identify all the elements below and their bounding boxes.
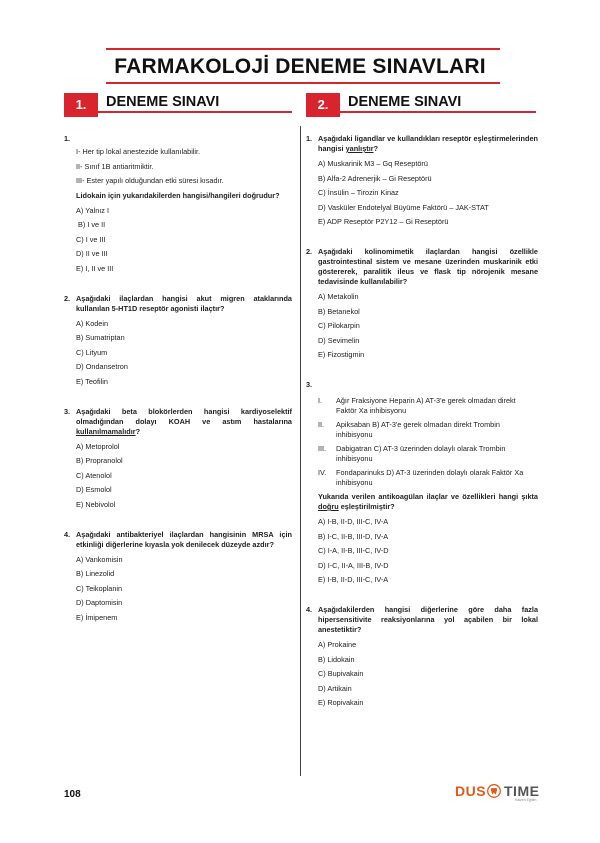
question [306, 605, 538, 708]
question-stem: Aşağıdakilerden hangisi diğerlerine göre daha fazla hipersensitivite reaksiyonlarına yol açabilen bir lokal anestetiktir? [318, 605, 538, 634]
question-number: 3. [64, 406, 71, 416]
right-header-label: DENEME SINAVI [348, 94, 462, 110]
left-section-header [64, 93, 292, 115]
answer-option[interactable]: D) Esmolol [76, 485, 112, 494]
answer-option[interactable]: C) İnsülin – Tirozin Kinaz [318, 188, 399, 197]
emphasis-word: doğru [318, 502, 339, 511]
answer-option[interactable]: B) Alfa-2 Adrenerjik – Gi Reseptörü [318, 173, 432, 183]
answer-option[interactable]: C) Atenolol [76, 470, 112, 480]
question [306, 247, 538, 360]
right-section-header [306, 93, 536, 115]
left-header-number: 1. [64, 93, 98, 117]
answer-option[interactable]: E) ADP Reseptör P2Y12 – Gi Reseptörü [318, 217, 449, 226]
statement: IV. Fondaparinuks D) AT-3 üzerinden dolaylı olarak Faktör Xa inhibisyonu [318, 468, 524, 487]
answer-option[interactable]: C) Lityum [76, 347, 108, 357]
logo-text-right: TIME [504, 783, 540, 799]
column-divider [300, 126, 301, 776]
left-header-rule [64, 111, 292, 113]
answer-option[interactable]: E) İmipenem [76, 612, 118, 622]
tooth-icon [487, 784, 501, 798]
answer-option[interactable]: D) Daptomisin [76, 598, 123, 607]
answer-option[interactable]: B) I ve II [76, 220, 106, 229]
answer-option[interactable]: B) I-C, II-B, III-D, IV-A [318, 531, 389, 541]
answer-option[interactable]: B) Lidokain [318, 654, 355, 664]
answer-option[interactable]: E) Nebivolol [76, 499, 116, 509]
right-header-number: 2. [306, 93, 340, 117]
statement: II- Sınıf 1B antiaritmiktir. [76, 161, 154, 171]
question-number: 1. [306, 134, 313, 143]
top-rule [106, 48, 500, 50]
question-number: 4. [64, 529, 71, 539]
answer-option[interactable]: D) Vasküler Endotelyal Büyüme Faktörü – JAK-STAT [318, 202, 489, 212]
question [64, 134, 292, 274]
answer-option[interactable]: A) Yalnız I [76, 205, 109, 215]
question-stem: Aşağıdaki ligandlar ve kullandıkları reseptör eşleştirmelerinden hangisi yanlıştır? [318, 134, 538, 153]
statement: III. Dabigatran C) AT-3 üzerinden dolaylı olarak Trombin inhibisyonu [318, 444, 506, 463]
question [306, 380, 538, 585]
answer-option[interactable]: A) Metoprolol [76, 441, 120, 451]
question-stem: Aşağıdaki kolinomimetik ilaçlardan hangisi özellikle gastrointestinal sistem ve mesane üzerinden muskarinik etki göstererek, paralitik ileus ve flask tip nörojenik mesane tedavisinde kullanılabilir? [318, 247, 538, 286]
answer-option[interactable]: D) Ondansetron [76, 362, 128, 371]
question-stem: Aşağıdaki ilaçlardan hangisi akut migren ataklarında kullanılan 5-HT1D reseptör agonisti ilaçtır? [76, 293, 292, 313]
answer-option[interactable]: D) I-C, II-A, III-B, IV-D [318, 560, 389, 570]
answer-option[interactable]: E) Teofilin [76, 376, 108, 386]
left-header-label: DENEME SINAVI [106, 94, 220, 110]
answer-option[interactable]: B) Propranolol [76, 456, 123, 465]
publisher-logo [455, 783, 545, 805]
question-number: 4. [306, 605, 313, 614]
answer-option[interactable]: A) Kodein [76, 318, 109, 328]
answer-option[interactable]: E) I-B, II-D, III-C, IV-A [318, 575, 389, 584]
question-stem: Aşağıdaki beta blokörlerden hangisi kardiyoselektif olmadığından dolayı KOAH ve astım hastalarına kullanılmamalıdır? [76, 406, 292, 436]
emphasis-word: kullanılmamalıdır [76, 426, 136, 436]
question-stem: Aşağıdaki antibakteriyel ilaçlardan hangisinin MRSA için etkinliği diğerlerine kıyasla yok denilecek düzeyde azdır? [76, 529, 292, 549]
answer-option[interactable]: E) I, II ve III [76, 263, 114, 273]
left-column [64, 134, 292, 631]
answer-option[interactable]: C) I-A, II-B, III-C, IV-D [318, 546, 389, 555]
answer-option[interactable]: C) Teikoplanin [76, 583, 123, 593]
page-title: FARMAKOLOJİ DENEME SINAVLARI [114, 55, 486, 78]
statement: I. Ağır Fraksiyone Heparin A) AT-3'e gerek olmadan direkt Faktör Xa inhibisyonu [318, 396, 516, 415]
question-stem: Lidokain için yukarıdakilerden hangisi/hangileri doğrudur? [76, 190, 280, 200]
logo-subtitle: Kaizen Eğitim [515, 798, 537, 802]
answer-option[interactable]: B) Sumatriptan [76, 333, 125, 342]
answer-option[interactable]: D) Artikain [318, 683, 352, 693]
answer-option[interactable]: C) Pilokarpin [318, 321, 360, 330]
statement: II. Apiksaban B) AT-3'e gerek olmadan direkt Trombin inhibisyonu [318, 420, 500, 439]
emphasis-word: yanlıştır [345, 144, 374, 153]
question [306, 134, 538, 227]
question [64, 407, 292, 510]
answer-option[interactable]: B) Betanekol [318, 306, 360, 316]
statement: III- Ester yapılı olduğundan etki süresi kısadır. [76, 176, 224, 185]
question-number: 3. [306, 380, 313, 389]
answer-option[interactable]: E) Ropivakain [318, 698, 364, 707]
logo-text-left: DUS [455, 783, 487, 799]
answer-option[interactable]: A) Prokaine [318, 640, 357, 649]
right-column [306, 134, 538, 716]
answer-option[interactable]: C) I ve III [76, 234, 106, 244]
answer-option[interactable]: D) Sevimelin [318, 335, 360, 345]
answer-option[interactable]: B) Linezolid [76, 569, 115, 578]
answer-option[interactable]: E) Fizostigmin [318, 350, 365, 359]
question [64, 294, 292, 387]
question-stem: Yukarıda verilen antikoagülan ilaçlar ve özellikleri hangi şıkta doğru eşleştirilmiştir? [318, 492, 538, 511]
answer-option[interactable]: D) II ve III [76, 249, 108, 258]
question [64, 530, 292, 623]
answer-option[interactable]: C) Bupivakain [318, 669, 364, 678]
answer-option[interactable]: A) Muskarinik M3 – Gq Reseptörü [318, 159, 428, 168]
answer-option[interactable]: A) I-B, II-D, III-C, IV-A [318, 517, 389, 526]
question-number: 2. [306, 247, 313, 256]
question-number: 2. [64, 293, 71, 303]
question-number: 1. [64, 134, 71, 143]
answer-option[interactable]: A) Metakolin [318, 292, 359, 301]
title-underline [106, 82, 500, 84]
right-header-rule [306, 111, 536, 113]
answer-option[interactable]: A) Vankomisin [76, 554, 123, 564]
page-number: 108 [64, 789, 81, 800]
statement: I- Her tip lokal anestezide kullanılabilir. [76, 147, 201, 156]
